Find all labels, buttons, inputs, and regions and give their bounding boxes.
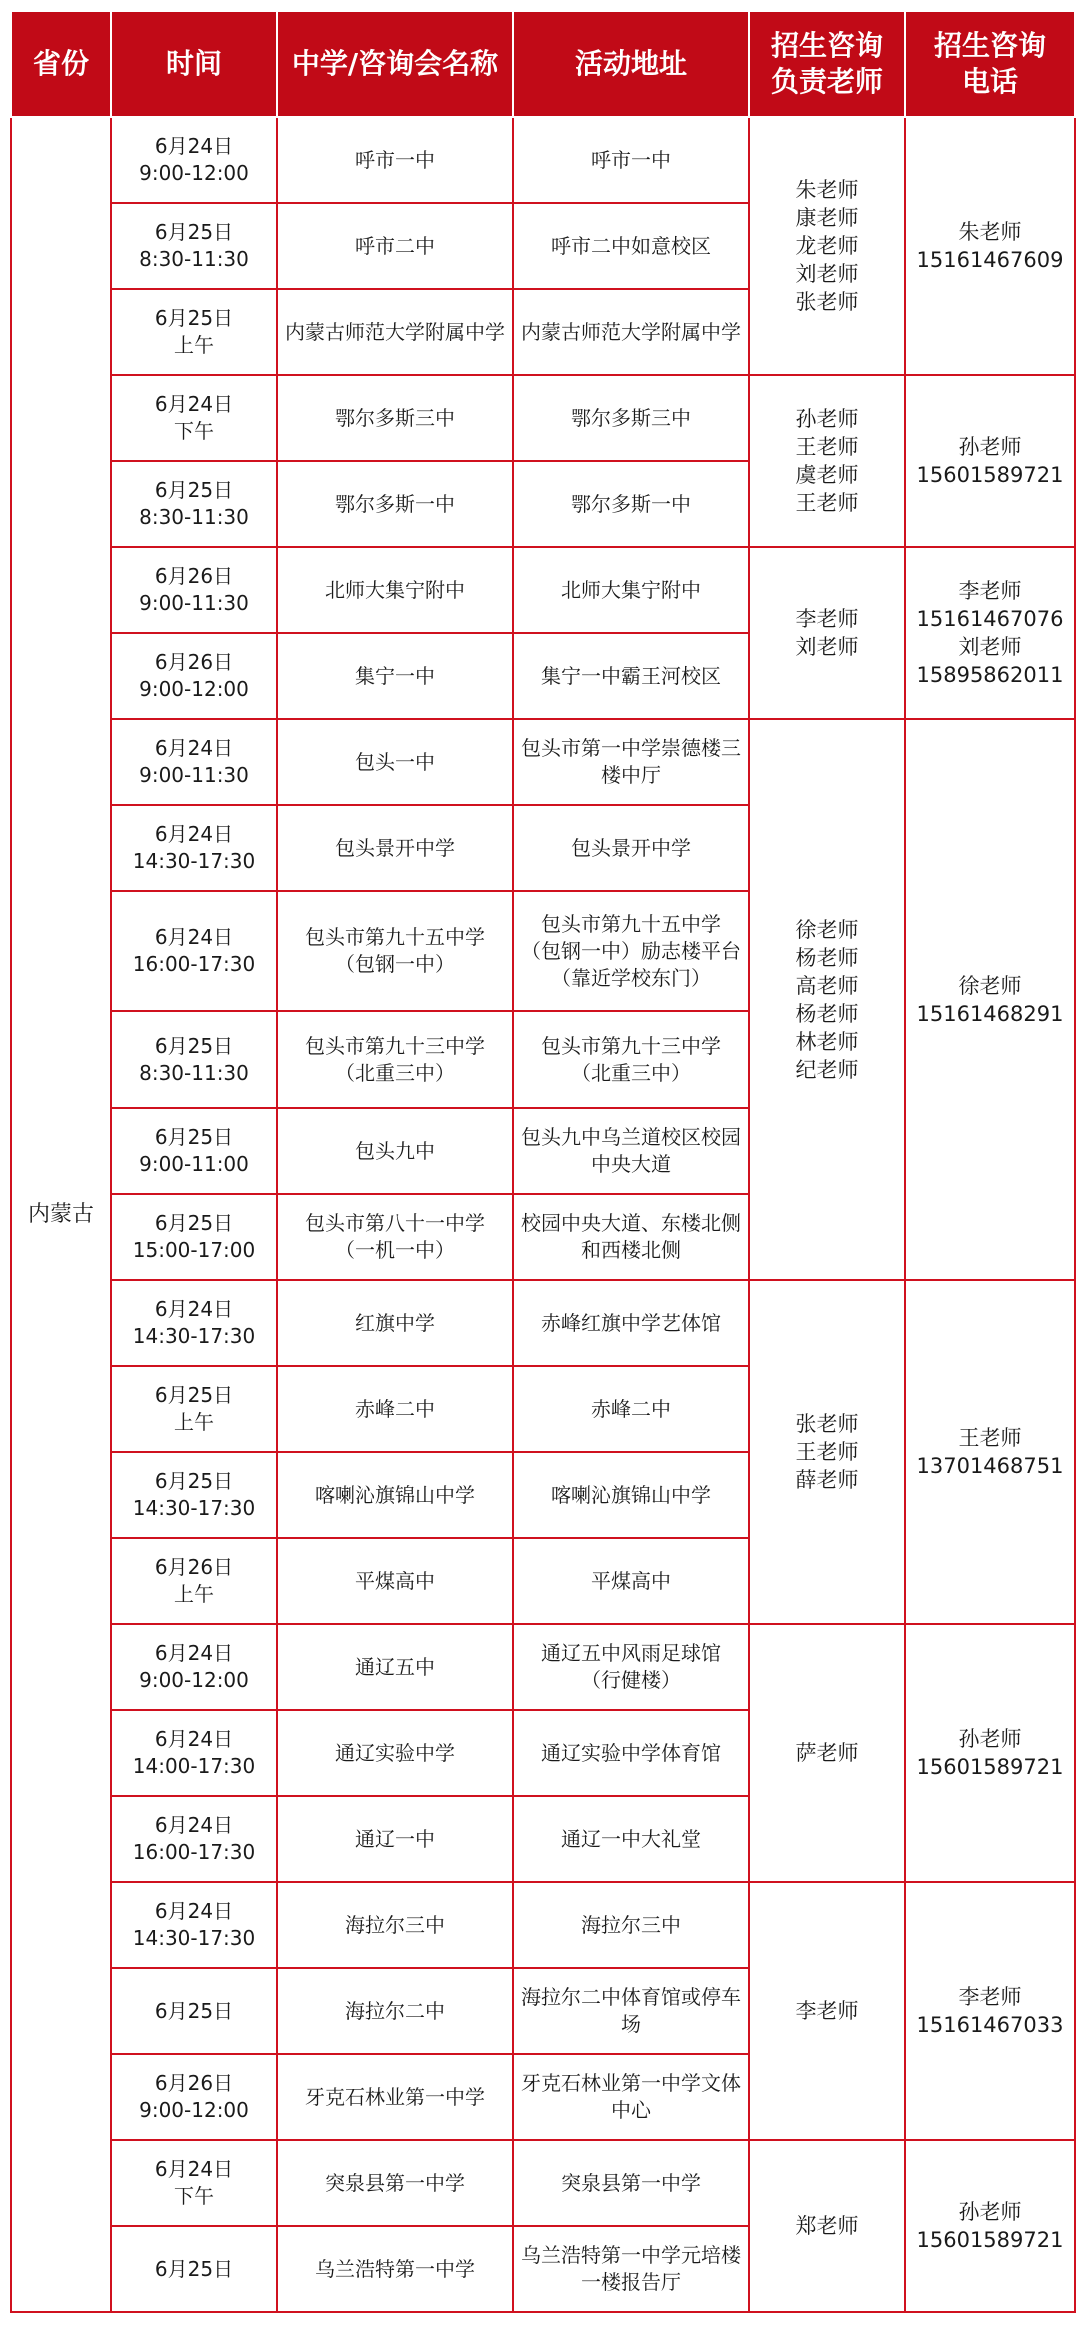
school-cell: 牙克石林业第一中学 [277,2054,513,2140]
time-cell: 6月24日 下午 [111,375,277,461]
table-row [11,1280,1075,1366]
header-time: 时间 [111,11,277,117]
teachers-cell: 朱老师 康老师 龙老师 刘老师 张老师 [749,117,905,375]
phone-cell: 孙老师 15601589721 [905,1624,1075,1882]
school-cell: 包头一中 [277,719,513,805]
phone-cell: 李老师 15161467076 刘老师 15895862011 [905,547,1075,719]
table-row [11,1882,1075,1968]
address-cell: 包头市第一中学崇德楼三楼中厅 [513,719,749,805]
address-cell: 包头市第九十五中学 （包钢一中）励志楼平台（靠近学校东门） [513,891,749,1011]
table-row [11,2140,1075,2226]
time-cell: 6月24日 14:30-17:30 [111,1882,277,1968]
phone-cell: 朱老师 15161467609 [905,117,1075,375]
time-cell: 6月24日 14:30-17:30 [111,805,277,891]
time-cell: 6月25日 上午 [111,1366,277,1452]
school-cell: 乌兰浩特第一中学 [277,2226,513,2312]
school-cell: 包头市第九十三中学 （北重三中） [277,1011,513,1108]
header-phone: 招生咨询 电话 [905,11,1075,117]
address-cell: 包头九中乌兰道校区校园中央大道 [513,1108,749,1194]
school-cell: 包头景开中学 [277,805,513,891]
address-cell: 呼市二中如意校区 [513,203,749,289]
time-cell: 6月25日 [111,1968,277,2054]
time-cell: 6月25日 14:30-17:30 [111,1452,277,1538]
time-cell: 6月24日 16:00-17:30 [111,1796,277,1882]
address-cell: 通辽实验中学体育馆 [513,1710,749,1796]
phone-cell: 徐老师 15161468291 [905,719,1075,1280]
address-cell: 海拉尔二中体育馆或停车场 [513,1968,749,2054]
time-cell: 6月24日 14:00-17:30 [111,1710,277,1796]
time-cell: 6月24日 下午 [111,2140,277,2226]
address-cell: 乌兰浩特第一中学元培楼一楼报告厅 [513,2226,749,2312]
address-cell: 赤峰二中 [513,1366,749,1452]
address-cell: 喀喇沁旗锦山中学 [513,1452,749,1538]
school-cell: 集宁一中 [277,633,513,719]
school-cell: 通辽实验中学 [277,1710,513,1796]
schedule-table [10,10,1076,2313]
school-cell: 海拉尔二中 [277,1968,513,2054]
table-row [11,547,1075,633]
time-cell: 6月25日 [111,2226,277,2312]
header-address: 活动地址 [513,11,749,117]
time-cell: 6月24日 16:00-17:30 [111,891,277,1011]
phone-cell: 孙老师 15601589721 [905,375,1075,547]
header-row [11,11,1075,117]
schedule-sheet [10,10,1074,2312]
phone-cell: 孙老师 15601589721 [905,2140,1075,2312]
time-cell: 6月26日 9:00-12:00 [111,2054,277,2140]
school-cell: 鄂尔多斯一中 [277,461,513,547]
address-cell: 平煤高中 [513,1538,749,1624]
header-teachers: 招生咨询 负责老师 [749,11,905,117]
header-school: 中学/咨询会名称 [277,11,513,117]
school-cell: 呼市一中 [277,117,513,203]
school-cell: 内蒙古师范大学附属中学 [277,289,513,375]
header-province: 省份 [11,11,111,117]
phone-cell: 李老师 15161467033 [905,1882,1075,2140]
teachers-cell: 孙老师 王老师 虞老师 王老师 [749,375,905,547]
school-cell: 通辽一中 [277,1796,513,1882]
phone-cell: 王老师 13701468751 [905,1280,1075,1624]
address-cell: 集宁一中霸王河校区 [513,633,749,719]
province-cell: 内蒙古 [11,117,111,2312]
address-cell: 校园中央大道、东楼北侧和西楼北侧 [513,1194,749,1280]
table-row [11,1624,1075,1710]
teachers-cell: 李老师 刘老师 [749,547,905,719]
time-cell: 6月26日 上午 [111,1538,277,1624]
time-cell: 6月26日 9:00-11:30 [111,547,277,633]
time-cell: 6月25日 上午 [111,289,277,375]
teachers-cell: 萨老师 [749,1624,905,1882]
school-cell: 包头市第九十五中学 （包钢一中） [277,891,513,1011]
table-row [11,719,1075,805]
time-cell: 6月24日 9:00-11:30 [111,719,277,805]
address-cell: 海拉尔三中 [513,1882,749,1968]
school-cell: 北师大集宁附中 [277,547,513,633]
time-cell: 6月24日 14:30-17:30 [111,1280,277,1366]
time-cell: 6月26日 9:00-12:00 [111,633,277,719]
school-cell: 突泉县第一中学 [277,2140,513,2226]
table-row [11,117,1075,203]
time-cell: 6月24日 9:00-12:00 [111,117,277,203]
school-cell: 通辽五中 [277,1624,513,1710]
address-cell: 通辽五中风雨足球馆 （行健楼） [513,1624,749,1710]
address-cell: 呼市一中 [513,117,749,203]
time-cell: 6月25日 15:00-17:00 [111,1194,277,1280]
teachers-cell: 张老师 王老师 薛老师 [749,1280,905,1624]
address-cell: 包头景开中学 [513,805,749,891]
address-cell: 内蒙古师范大学附属中学 [513,289,749,375]
school-cell: 海拉尔三中 [277,1882,513,1968]
school-cell: 呼市二中 [277,203,513,289]
school-cell: 赤峰二中 [277,1366,513,1452]
address-cell: 牙克石林业第一中学文体中心 [513,2054,749,2140]
address-cell: 通辽一中大礼堂 [513,1796,749,1882]
school-cell: 包头市第八十一中学 （一机一中） [277,1194,513,1280]
address-cell: 鄂尔多斯一中 [513,461,749,547]
time-cell: 6月25日 8:30-11:30 [111,203,277,289]
teachers-cell: 郑老师 [749,2140,905,2312]
time-cell: 6月25日 9:00-11:00 [111,1108,277,1194]
school-cell: 鄂尔多斯三中 [277,375,513,461]
address-cell: 北师大集宁附中 [513,547,749,633]
school-cell: 平煤高中 [277,1538,513,1624]
address-cell: 突泉县第一中学 [513,2140,749,2226]
address-cell: 鄂尔多斯三中 [513,375,749,461]
time-cell: 6月25日 8:30-11:30 [111,461,277,547]
teachers-cell: 李老师 [749,1882,905,2140]
time-cell: 6月25日 8:30-11:30 [111,1011,277,1108]
time-cell: 6月24日 9:00-12:00 [111,1624,277,1710]
school-cell: 红旗中学 [277,1280,513,1366]
teachers-cell: 徐老师 杨老师 高老师 杨老师 林老师 纪老师 [749,719,905,1280]
school-cell: 包头九中 [277,1108,513,1194]
school-cell: 喀喇沁旗锦山中学 [277,1452,513,1538]
address-cell: 包头市第九十三中学 （北重三中） [513,1011,749,1108]
address-cell: 赤峰红旗中学艺体馆 [513,1280,749,1366]
table-row [11,375,1075,461]
